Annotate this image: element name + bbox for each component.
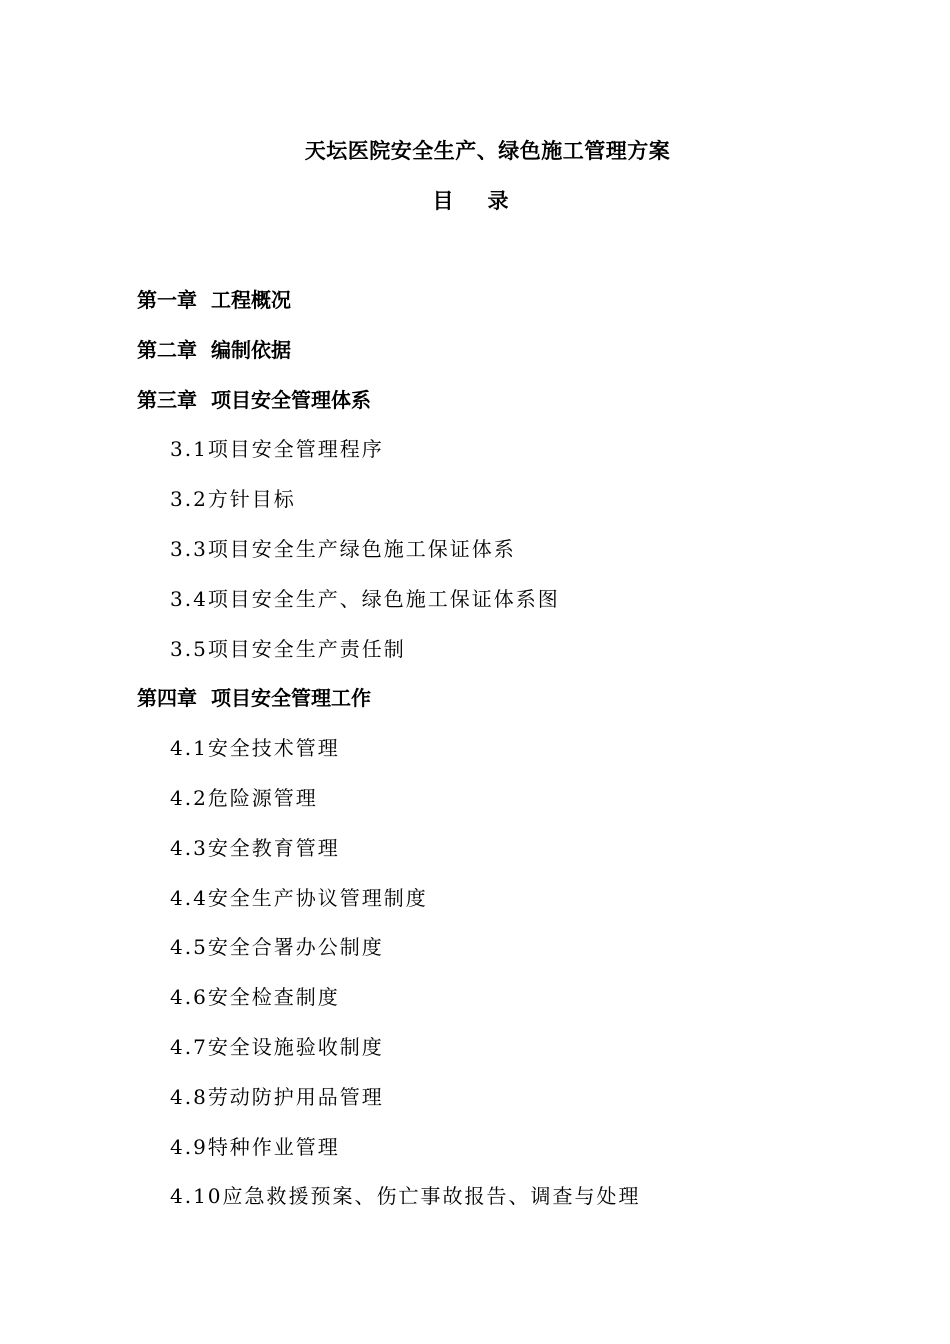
toc-section-entry bbox=[0, 1181, 950, 1231]
toc-entry-text: 安全检查制度 bbox=[207, 985, 340, 1010]
toc-entry-number: 4.8 bbox=[170, 1084, 208, 1109]
toc-section-entry bbox=[0, 883, 950, 933]
toc-entry-number: 4.10 bbox=[170, 1184, 223, 1209]
toc-section-entry bbox=[0, 1132, 950, 1182]
toc-entry-text: 项目安全生产绿色施工保证体系 bbox=[207, 536, 516, 561]
toc-entry-number: 4.5 bbox=[170, 935, 208, 960]
toc-section-entry bbox=[0, 932, 950, 982]
toc-entry-text: 项目安全生产责任制 bbox=[207, 636, 406, 661]
toc-entry-text: 安全设施验收制度 bbox=[207, 1034, 384, 1059]
toc-chapter-entry bbox=[0, 285, 950, 335]
toc-entry-number: 3.3 bbox=[170, 536, 208, 561]
toc-entry-text: 应急救援预案、伤亡事故报告、调查与处理 bbox=[222, 1184, 641, 1209]
toc-entry-number: 第二章 bbox=[137, 337, 197, 362]
toc-entry-text: 劳动防护用品管理 bbox=[207, 1084, 384, 1109]
toc-entry-number: 4.1 bbox=[170, 736, 208, 761]
toc-entry-text: 项目安全管理体系 bbox=[211, 387, 371, 412]
toc-chapter-entry bbox=[0, 335, 950, 385]
toc-entry-text: 方针目标 bbox=[207, 487, 296, 512]
toc-section-entry bbox=[0, 982, 950, 1032]
toc-entry-number: 3.4 bbox=[170, 586, 208, 611]
toc-entry-number: 第三章 bbox=[137, 387, 197, 412]
table-of-contents bbox=[0, 285, 950, 1231]
toc-section-entry bbox=[0, 534, 950, 584]
toc-entry-text: 项目安全管理程序 bbox=[207, 437, 384, 462]
toc-section-entry bbox=[0, 434, 950, 484]
toc-chapter-entry bbox=[0, 683, 950, 733]
toc-section-entry bbox=[0, 1032, 950, 1082]
toc-section-entry bbox=[0, 833, 950, 883]
toc-entry-number: 4.3 bbox=[170, 835, 208, 860]
document-title: 天坛医院安全生产、绿色施工管理方案 bbox=[304, 138, 671, 163]
toc-entry-text: 危险源管理 bbox=[207, 785, 318, 810]
toc-entry-text: 工程概况 bbox=[211, 288, 291, 312]
toc-section-entry bbox=[0, 733, 950, 783]
toc-entry-number: 4.6 bbox=[170, 985, 208, 1010]
toc-entry-number: 第一章 bbox=[137, 288, 197, 312]
toc-entry-text: 安全教育管理 bbox=[207, 835, 340, 860]
toc-entry-text: 特种作业管理 bbox=[207, 1134, 340, 1159]
toc-entry-number: 4.7 bbox=[170, 1034, 208, 1059]
toc-entry-number: 3.2 bbox=[170, 487, 208, 512]
toc-entry-number: 3.5 bbox=[170, 636, 208, 661]
toc-section-entry bbox=[0, 783, 950, 833]
toc-entry-text: 项目安全管理工作 bbox=[211, 686, 371, 711]
toc-entry-text: 安全技术管理 bbox=[207, 736, 340, 761]
toc-section-entry bbox=[0, 1082, 950, 1132]
toc-entry-text: 安全生产协议管理制度 bbox=[207, 885, 428, 910]
toc-chapter-entry bbox=[0, 385, 950, 435]
toc-section-entry bbox=[0, 484, 950, 534]
toc-entry-text: 编制依据 bbox=[211, 337, 291, 362]
toc-entry-text: 项目安全生产、绿色施工保证体系图 bbox=[207, 586, 560, 611]
toc-section-entry bbox=[0, 584, 950, 634]
toc-entry-number: 4.2 bbox=[170, 785, 208, 810]
toc-heading: 目录 bbox=[432, 188, 543, 213]
toc-entry-number: 4.9 bbox=[170, 1134, 208, 1159]
toc-entry-number: 第四章 bbox=[137, 686, 197, 711]
toc-section-entry bbox=[0, 634, 950, 684]
toc-entry-text: 安全合署办公制度 bbox=[207, 935, 384, 960]
toc-entry-number: 4.4 bbox=[170, 885, 208, 910]
toc-entry-number: 3.1 bbox=[170, 437, 208, 462]
